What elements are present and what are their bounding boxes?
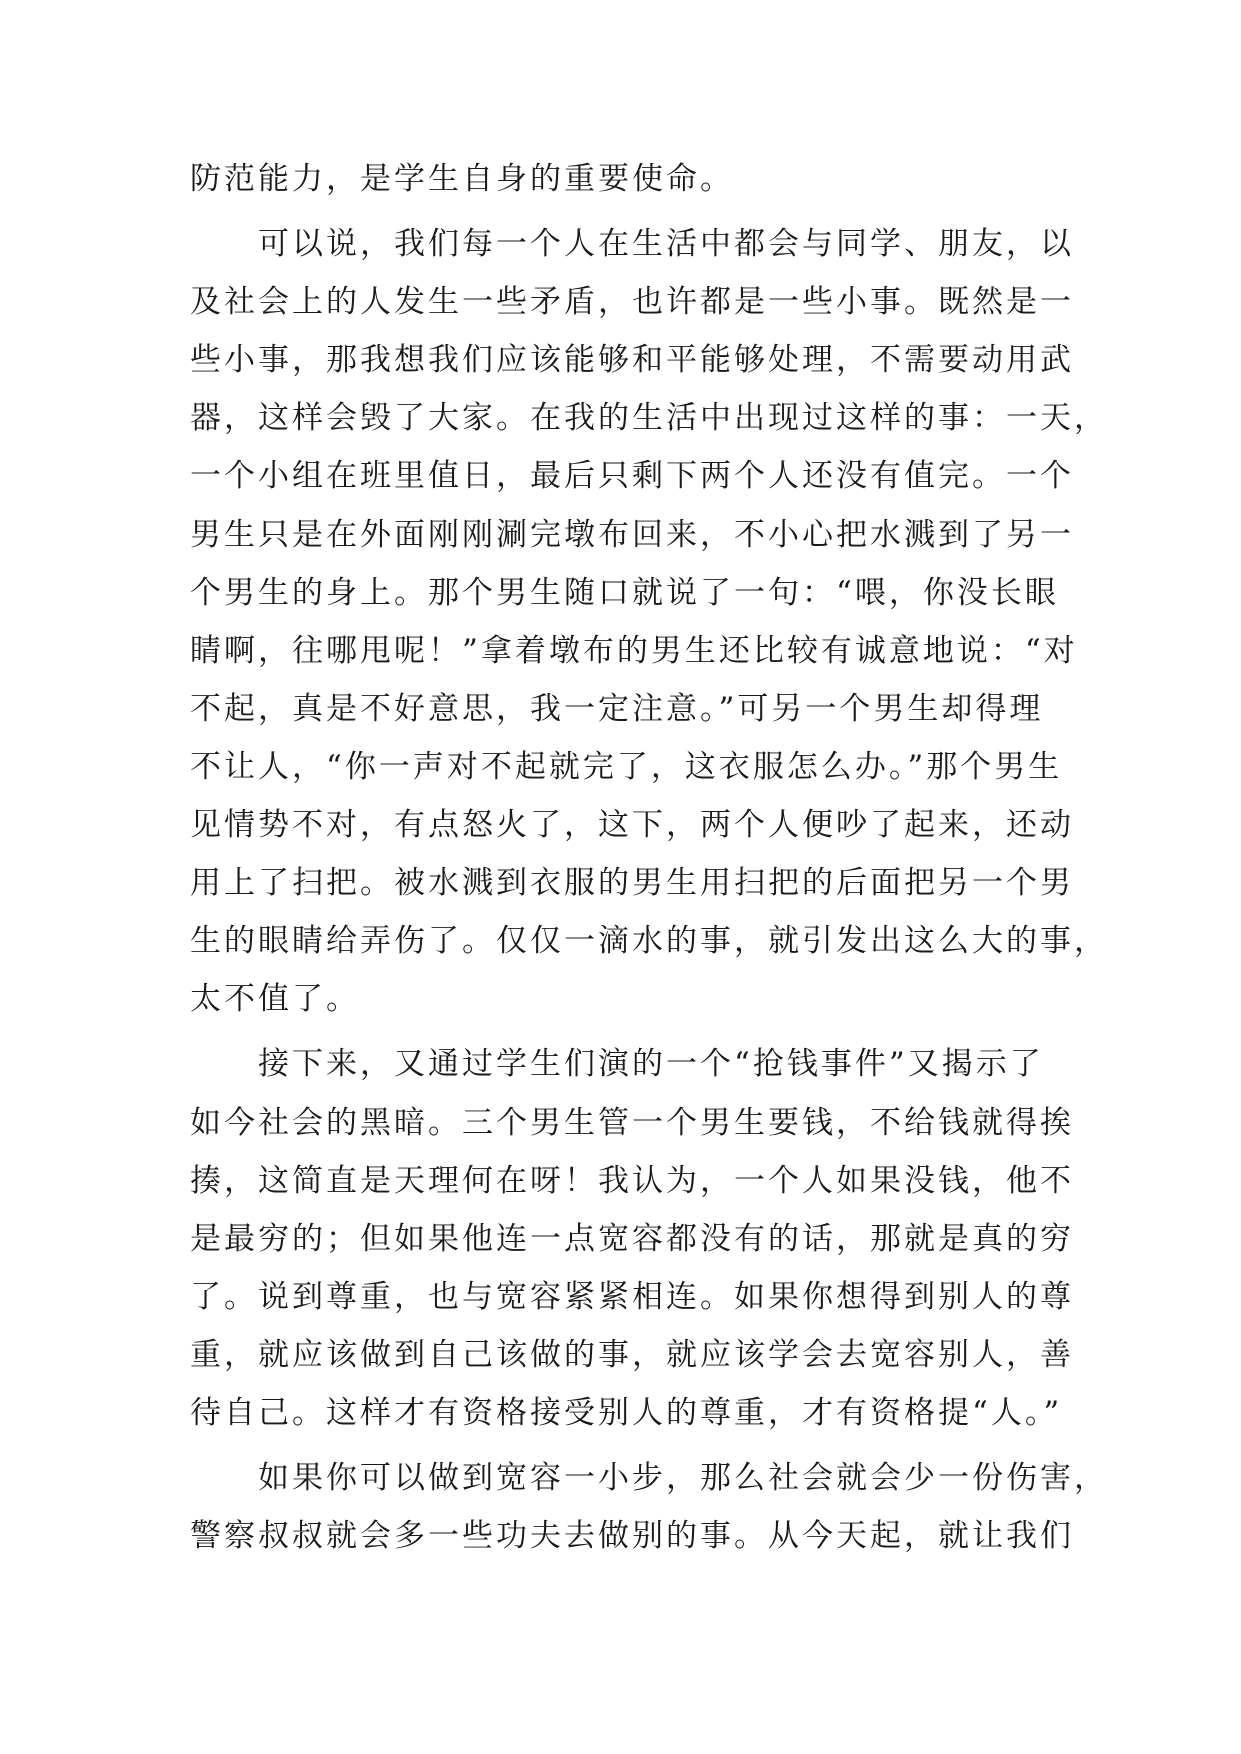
text-line: 一个小组在班里值日，最后只剩下两个人还没有值完。一个 <box>190 458 1074 495</box>
paragraph-start-line: 如果你可以做到宽容一小步，那么社会就会少一份伤害， <box>258 1460 1108 1497</box>
text-line: 揍，这简直是天理何在呀！我认为，一个人如果没钱，他不 <box>190 1162 1074 1199</box>
text-line: 太不值了。 <box>190 981 360 1018</box>
text-line: 用上了扫把。被水溅到衣服的男生用扫把的后面把另一个男 <box>190 865 1074 902</box>
body-text <box>190 150 1108 1565</box>
text-line: 个男生的身上。那个男生随口就说了一句：“喂，你没长眼 <box>190 574 1059 611</box>
text-line: 防范能力，是学生自身的重要使命。 <box>190 161 734 197</box>
text-line: 睛啊，往哪甩呢！”拿着墩布的男生还比较有诚意地说：“对 <box>190 632 1078 669</box>
text-line: 不让人，“你一声对不起就完了，这衣服怎么办。”那个男生 <box>190 748 1063 785</box>
text-line: 重，就应该做到自己该做的事，就应该学会去宽容别人，善 <box>190 1336 1074 1373</box>
text-line: 待自己。这样才有资格接受别人的尊重，才有资格提“人。” <box>190 1394 1063 1431</box>
text-line: 见情势不对，有点怒火了，这下，两个人便吵了起来，还动 <box>190 807 1074 844</box>
text-line: 是最穷的；但如果他连一点宽容都没有的话，那就是真的穷 <box>190 1220 1074 1257</box>
text-line: 些小事，那我想我们应该能够和平能够处理，不需要动用武 <box>190 342 1074 379</box>
text-line: 及社会上的人发生一些矛盾，也许都是一些小事。既然是一 <box>190 284 1074 321</box>
text-line: 生的眼睛给弄伤了。仅仅一滴水的事，就引发出这么大的事， <box>190 923 1108 960</box>
text-line: 器，这样会毁了大家。在我的生活中出现过这样的事：一天， <box>190 400 1108 437</box>
paragraph-start-line: 接下来，又通过学生们演的一个“抢钱事件”又揭示了 <box>258 1046 1044 1083</box>
paragraph-start-line: 可以说，我们每一个人在生活中都会与同学、朋友，以 <box>258 226 1074 263</box>
text-line: 不起，真是不好意思，我一定注意。”可另一个男生却得理 <box>190 690 1044 727</box>
text-line: 如今社会的黑暗。三个男生管一个男生要钱，不给钱就得挨 <box>190 1104 1074 1141</box>
text-line: 了。说到尊重，也与宽容紧紧相连。如果你想得到别人的尊 <box>190 1278 1074 1315</box>
text-line: 警察叔叔就会多一些功夫去做别的事。从今天起，就让我们 <box>190 1518 1074 1555</box>
text-line: 男生只是在外面刚刚涮完墩布回来，不小心把水溅到了另一 <box>190 516 1074 553</box>
